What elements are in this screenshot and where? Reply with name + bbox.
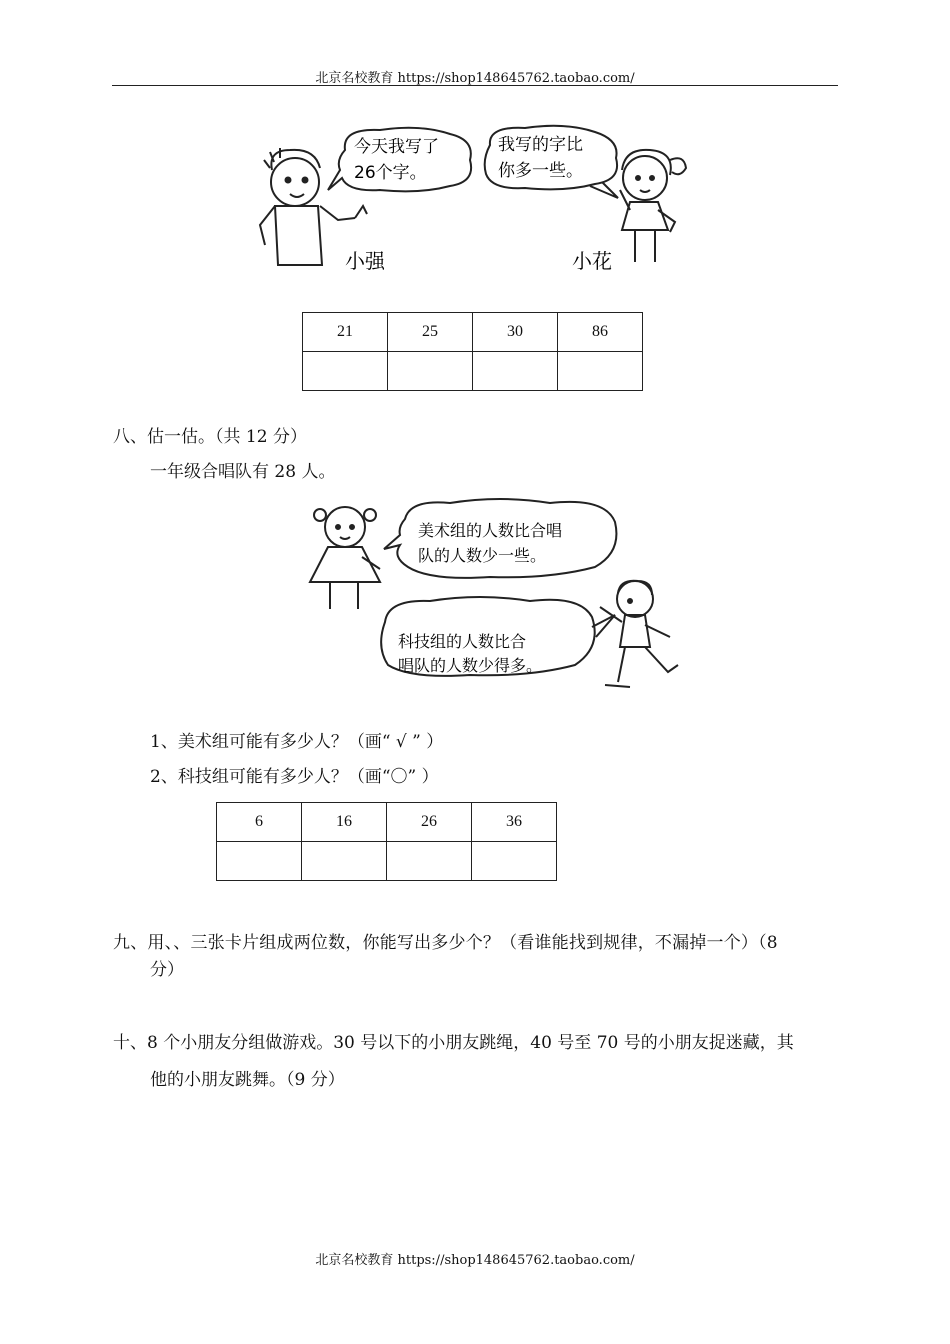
table2-answer-cell[interactable] — [387, 842, 472, 881]
bubble1-line2: 队的人数少一些。 — [418, 546, 547, 565]
section8-title: 八、估一估。（共 12 分） — [113, 427, 307, 447]
bubble1-line1: 美术组的人数比合唱 — [418, 521, 563, 540]
table2-cell: 36 — [472, 803, 557, 842]
table2-answer-cell[interactable] — [472, 842, 557, 881]
table2-cell: 6 — [217, 803, 302, 842]
table1-cell: 86 — [558, 313, 643, 352]
page-header: 北京名校教育 https://shop148645762.taobao.com/ — [315, 71, 635, 86]
table1-answer-cell[interactable] — [558, 352, 643, 391]
page-footer: 北京名校教育 https://shop148645762.taobao.com/ — [315, 1253, 635, 1268]
table2-answer-cell[interactable] — [302, 842, 387, 881]
table2-answer-cell[interactable] — [217, 842, 302, 881]
section8-question1: 1、美术组可能有多少人？（画“ √ ” ） — [150, 732, 444, 752]
table1-answer-cell[interactable] — [473, 352, 558, 391]
section8-intro: 一年级合唱队有 28 人。 — [150, 462, 336, 482]
table2-cell: 16 — [302, 803, 387, 842]
table1-answer-cell[interactable] — [388, 352, 473, 391]
section10-line2: 他的小朋友跳舞。（9 分） — [150, 1070, 345, 1090]
boy-bubble-line2: 26个字。 — [354, 163, 427, 183]
table1-answer-cell[interactable] — [303, 352, 388, 391]
estimate-table-1 — [302, 312, 643, 391]
section9-line2: 分） — [150, 960, 184, 980]
girl-name: 小花 — [572, 249, 612, 273]
section9-line1: 九、用、、三张卡片组成两位数，你能写出多少个？（看谁能找到规律，不漏掉一个）（8 — [113, 933, 778, 953]
table1-cell: 25 — [388, 313, 473, 352]
boy-bubble-line1: 今天我写了 — [354, 137, 439, 157]
boy-figure — [600, 581, 678, 687]
table1-cell: 30 — [473, 313, 558, 352]
header-divider — [112, 85, 838, 86]
section10-line1: 十、8 个小朋友分组做游戏。30 号以下的小朋友跳绳，40 号至 70 号的小朋友捉迷藏，其 — [113, 1033, 794, 1053]
illustration-choir-groups — [300, 497, 695, 707]
boy-figure — [260, 148, 367, 265]
illustration-boy-girl — [250, 120, 690, 280]
girl-figure — [620, 150, 686, 262]
boy-name: 小强 — [345, 249, 385, 273]
girl-bubble-line2: 你多一些。 — [498, 161, 583, 181]
table1-cell: 21 — [303, 313, 388, 352]
bubble2-line1: 科技组的人数比合 — [398, 632, 527, 651]
girl-bubble-line1: 我写的字比 — [498, 135, 583, 155]
girl-figure — [310, 507, 380, 609]
section8-question2: 2、科技组可能有多少人？（画“〇” ） — [150, 767, 439, 787]
estimate-table-2 — [216, 802, 557, 881]
table2-cell: 26 — [387, 803, 472, 842]
bubble2-line2: 唱队的人数少得多。 — [398, 656, 543, 675]
